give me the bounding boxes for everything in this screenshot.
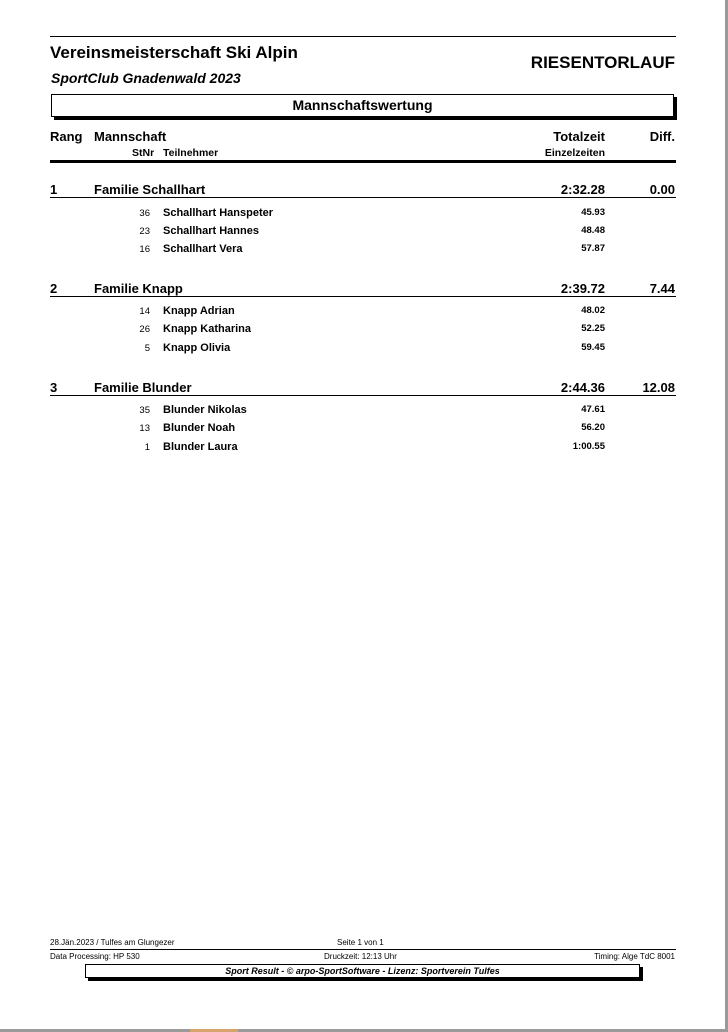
document-title: Vereinsmeisterschaft Ski Alpin	[50, 43, 298, 62]
team-rule	[50, 197, 676, 198]
team-rule	[50, 296, 676, 297]
member-name: Schallhart Hannes	[163, 225, 259, 237]
member-bib: 36	[139, 208, 150, 219]
member-name: Knapp Olivia	[163, 342, 231, 354]
member-time: 59.45	[581, 342, 605, 353]
section-banner-label: Mannschaftswertung	[292, 97, 433, 113]
footer-data-processing: Data Processing: HP 530	[50, 952, 140, 961]
member-time: 1:00.55	[572, 441, 605, 452]
member-bib: 1	[144, 442, 150, 453]
member-time: 47.61	[581, 404, 605, 415]
column-header-total: Totalzeit	[553, 129, 605, 144]
member-bib: 14	[139, 306, 150, 317]
discipline-title: RIESENTORLAUF	[530, 53, 675, 72]
member-time: 56.20	[581, 422, 605, 433]
column-header-participant: Teilnehmer	[163, 147, 219, 159]
member-time: 45.93	[581, 207, 605, 218]
member-bib: 13	[139, 423, 150, 434]
member-bib: 16	[139, 244, 150, 255]
column-header-bib: StNr	[132, 147, 155, 159]
member-bib: 35	[139, 405, 150, 416]
footer-date-place: 28.Jän.2023 / Tulfes am Glungezer	[50, 938, 175, 947]
team-name: Familie Schallhart	[94, 182, 206, 197]
team-rank: 1	[50, 182, 58, 197]
team-diff: 7.44	[649, 281, 675, 296]
column-header-rank: Rang	[50, 129, 83, 144]
member-bib: 5	[144, 343, 150, 354]
member-time: 48.02	[581, 305, 605, 316]
footer-license-box	[85, 964, 640, 978]
footer-timing: Timing: Alge TdC 8001	[594, 952, 675, 961]
document-subtitle: SportClub Gnadenwald 2023	[51, 70, 241, 86]
member-name: Knapp Adrian	[163, 305, 235, 317]
column-header-team: Mannschaft	[94, 129, 167, 144]
team-total-time: 2:44.36	[560, 380, 605, 395]
member-name: Schallhart Hanspeter	[163, 207, 274, 219]
team-diff: 0.00	[649, 182, 675, 197]
member-name: Schallhart Vera	[163, 243, 243, 255]
member-name: Knapp Katharina	[163, 323, 252, 335]
member-name: Blunder Noah	[163, 422, 236, 434]
team-name: Familie Blunder	[94, 380, 192, 395]
member-name: Blunder Nikolas	[163, 404, 247, 416]
header-bottom-rule	[50, 160, 676, 163]
member-bib: 26	[139, 324, 150, 335]
team-total-time: 2:32.28	[560, 182, 605, 197]
header-top-rule	[50, 36, 676, 37]
column-header-diff: Diff.	[649, 129, 675, 144]
member-name: Blunder Laura	[163, 441, 238, 453]
footer-license: Sport Result - © arpo-SportSoftware - Lizenz: Sportverein Tulfes	[225, 966, 500, 976]
footer-print-time: Druckzeit: 12:13 Uhr	[324, 952, 397, 961]
team-name: Familie Knapp	[94, 281, 183, 296]
footer-rule	[50, 949, 676, 950]
team-total-time: 2:39.72	[560, 281, 605, 296]
member-time: 57.87	[581, 243, 605, 254]
member-time: 48.48	[581, 225, 605, 236]
member-bib: 23	[139, 226, 150, 237]
footer-page-number: Seite 1 von 1	[337, 938, 384, 947]
team-rank: 3	[50, 380, 58, 395]
team-diff: 12.08	[642, 380, 675, 395]
column-header-individual: Einzelzeiten	[544, 147, 605, 159]
team-rule	[50, 395, 676, 396]
member-time: 52.25	[581, 323, 605, 334]
team-rank: 2	[50, 281, 58, 296]
section-banner	[51, 94, 674, 117]
